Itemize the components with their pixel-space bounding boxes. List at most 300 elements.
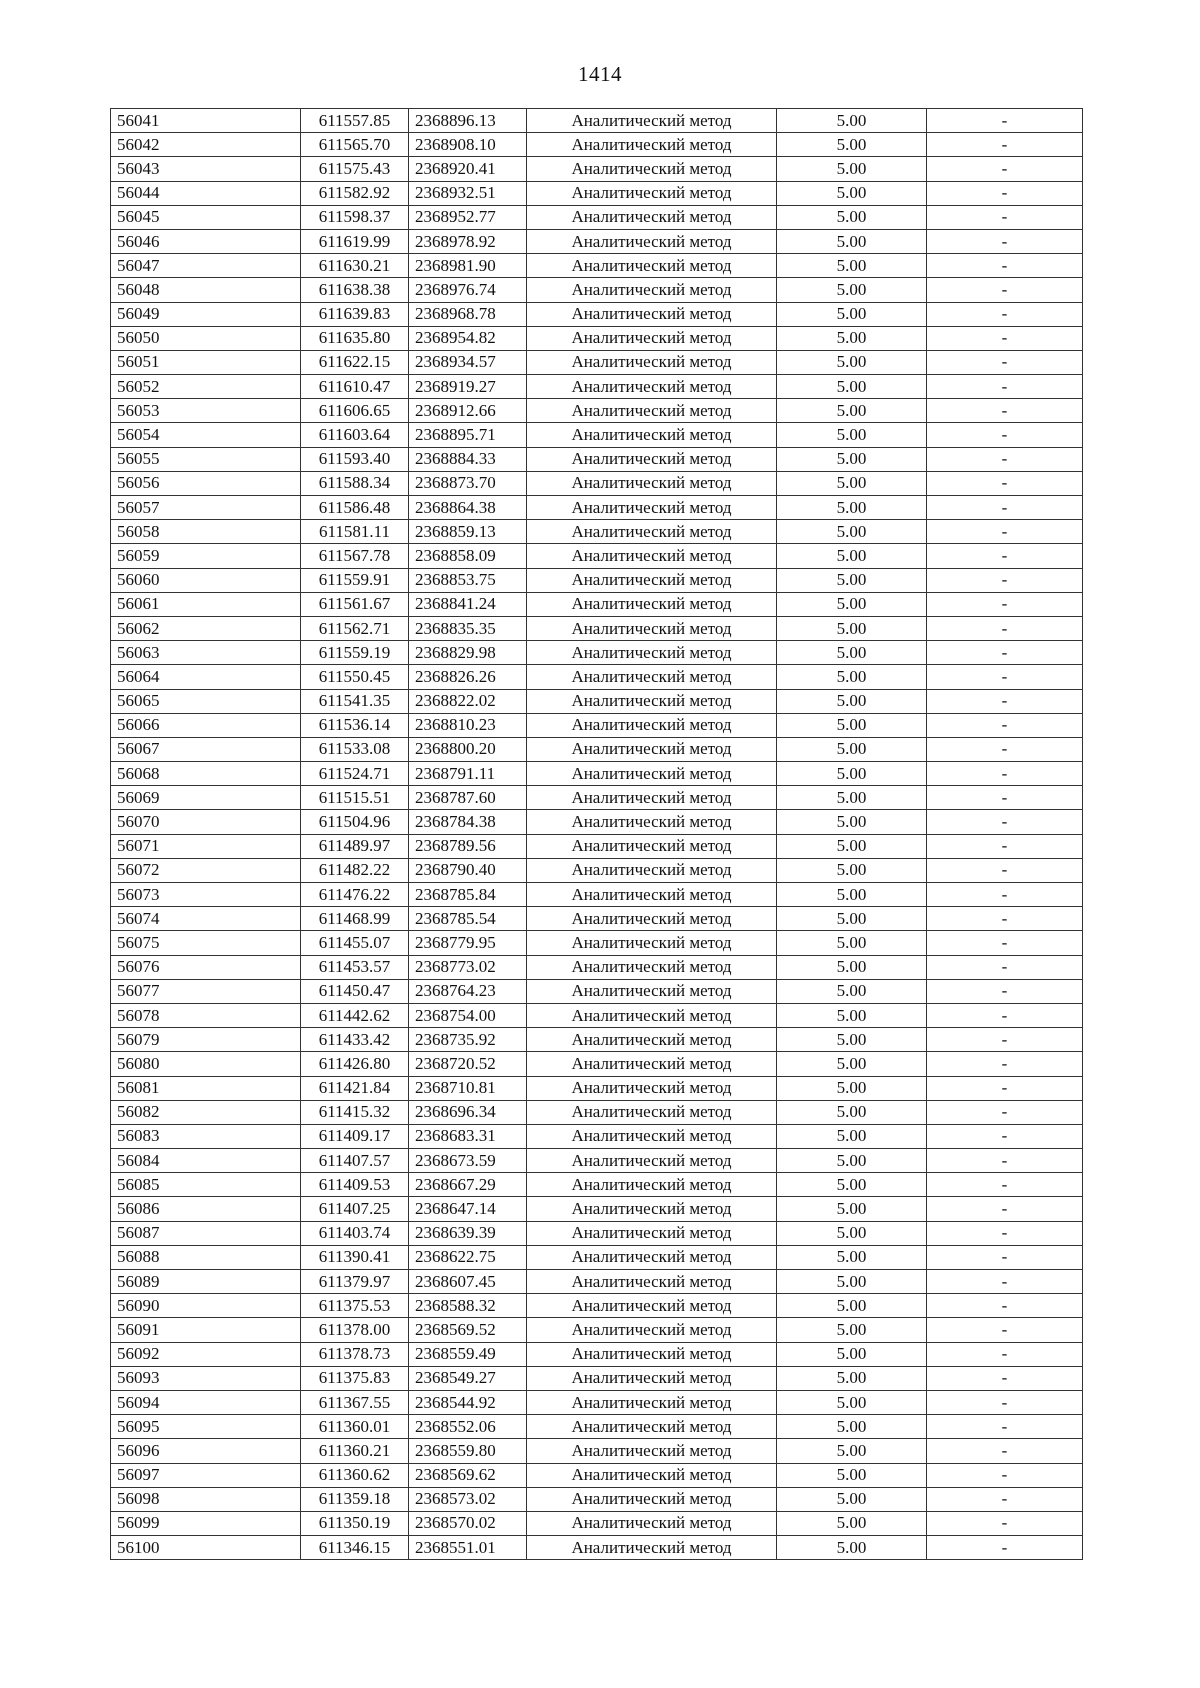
y-coordinate-cell: 2368588.32 <box>409 1294 527 1318</box>
y-coordinate-cell: 2368607.45 <box>409 1270 527 1294</box>
x-coordinate-cell: 611557.85 <box>301 109 409 133</box>
x-coordinate-cell: 611638.38 <box>301 278 409 302</box>
accuracy-cell: 5.00 <box>777 689 927 713</box>
table-row <box>111 399 1083 423</box>
method-cell: Аналитический метод <box>527 737 777 761</box>
y-coordinate-cell: 2368835.35 <box>409 616 527 640</box>
extra-cell: - <box>927 496 1083 520</box>
accuracy-cell: 5.00 <box>777 1415 927 1439</box>
y-coordinate-cell: 2368800.20 <box>409 737 527 761</box>
method-cell: Аналитический метод <box>527 229 777 253</box>
table-row <box>111 1076 1083 1100</box>
y-coordinate-cell: 2368639.39 <box>409 1221 527 1245</box>
point-number-cell: 56045 <box>111 205 301 229</box>
y-coordinate-cell: 2368810.23 <box>409 713 527 737</box>
y-coordinate-cell: 2368720.52 <box>409 1052 527 1076</box>
point-number-cell: 56060 <box>111 568 301 592</box>
method-cell: Аналитический метод <box>527 1052 777 1076</box>
x-coordinate-cell: 611415.32 <box>301 1100 409 1124</box>
method-cell: Аналитический метод <box>527 810 777 834</box>
table-row <box>111 133 1083 157</box>
method-cell: Аналитический метод <box>527 665 777 689</box>
y-coordinate-cell: 2368841.24 <box>409 592 527 616</box>
y-coordinate-cell: 2368570.02 <box>409 1511 527 1535</box>
table-row <box>111 1221 1083 1245</box>
table-row <box>111 326 1083 350</box>
extra-cell: - <box>927 1439 1083 1463</box>
y-coordinate-cell: 2368981.90 <box>409 254 527 278</box>
x-coordinate-cell: 611426.80 <box>301 1052 409 1076</box>
x-coordinate-cell: 611367.55 <box>301 1390 409 1414</box>
table-row <box>111 350 1083 374</box>
extra-cell: - <box>927 1536 1083 1560</box>
x-coordinate-cell: 611450.47 <box>301 979 409 1003</box>
x-coordinate-cell: 611359.18 <box>301 1487 409 1511</box>
method-cell: Аналитический метод <box>527 1415 777 1439</box>
x-coordinate-cell: 611541.35 <box>301 689 409 713</box>
point-number-cell: 56095 <box>111 1415 301 1439</box>
extra-cell: - <box>927 133 1083 157</box>
extra-cell: - <box>927 520 1083 544</box>
method-cell: Аналитический метод <box>527 1221 777 1245</box>
table-row <box>111 471 1083 495</box>
method-cell: Аналитический метод <box>527 641 777 665</box>
accuracy-cell: 5.00 <box>777 641 927 665</box>
method-cell: Аналитический метод <box>527 1390 777 1414</box>
y-coordinate-cell: 2368673.59 <box>409 1149 527 1173</box>
point-number-cell: 56072 <box>111 858 301 882</box>
method-cell: Аналитический метод <box>527 1463 777 1487</box>
y-coordinate-cell: 2368647.14 <box>409 1197 527 1221</box>
x-coordinate-cell: 611407.57 <box>301 1149 409 1173</box>
accuracy-cell: 5.00 <box>777 447 927 471</box>
table-row <box>111 447 1083 471</box>
method-cell: Аналитический метод <box>527 931 777 955</box>
table-row <box>111 278 1083 302</box>
point-number-cell: 56098 <box>111 1487 301 1511</box>
method-cell: Аналитический метод <box>527 786 777 810</box>
accuracy-cell: 5.00 <box>777 1536 927 1560</box>
extra-cell: - <box>927 907 1083 931</box>
x-coordinate-cell: 611375.83 <box>301 1366 409 1390</box>
point-number-cell: 56057 <box>111 496 301 520</box>
accuracy-cell: 5.00 <box>777 762 927 786</box>
extra-cell: - <box>927 1149 1083 1173</box>
accuracy-cell: 5.00 <box>777 544 927 568</box>
accuracy-cell: 5.00 <box>777 399 927 423</box>
table-row <box>111 883 1083 907</box>
accuracy-cell: 5.00 <box>777 1318 927 1342</box>
method-cell: Аналитический метод <box>527 278 777 302</box>
method-cell: Аналитический метод <box>527 1076 777 1100</box>
table-row <box>111 762 1083 786</box>
accuracy-cell: 5.00 <box>777 157 927 181</box>
point-number-cell: 56050 <box>111 326 301 350</box>
table-row <box>111 1270 1083 1294</box>
extra-cell: - <box>927 1052 1083 1076</box>
table-row <box>111 955 1083 979</box>
extra-cell: - <box>927 931 1083 955</box>
accuracy-cell: 5.00 <box>777 810 927 834</box>
accuracy-cell: 5.00 <box>777 1270 927 1294</box>
point-number-cell: 56059 <box>111 544 301 568</box>
extra-cell: - <box>927 399 1083 423</box>
method-cell: Аналитический метод <box>527 350 777 374</box>
table-row <box>111 810 1083 834</box>
y-coordinate-cell: 2368919.27 <box>409 375 527 399</box>
y-coordinate-cell: 2368779.95 <box>409 931 527 955</box>
x-coordinate-cell: 611630.21 <box>301 254 409 278</box>
table-row <box>111 1149 1083 1173</box>
x-coordinate-cell: 611619.99 <box>301 229 409 253</box>
method-cell: Аналитический метод <box>527 544 777 568</box>
accuracy-cell: 5.00 <box>777 133 927 157</box>
table-row <box>111 1124 1083 1148</box>
method-cell: Аналитический метод <box>527 326 777 350</box>
extra-cell: - <box>927 326 1083 350</box>
x-coordinate-cell: 611350.19 <box>301 1511 409 1535</box>
x-coordinate-cell: 611482.22 <box>301 858 409 882</box>
method-cell: Аналитический метод <box>527 1342 777 1366</box>
point-number-cell: 56091 <box>111 1318 301 1342</box>
x-coordinate-cell: 611375.53 <box>301 1294 409 1318</box>
point-number-cell: 56063 <box>111 641 301 665</box>
extra-cell: - <box>927 254 1083 278</box>
point-number-cell: 56056 <box>111 471 301 495</box>
y-coordinate-cell: 2368544.92 <box>409 1390 527 1414</box>
method-cell: Аналитический метод <box>527 133 777 157</box>
method-cell: Аналитический метод <box>527 1197 777 1221</box>
accuracy-cell: 5.00 <box>777 1028 927 1052</box>
x-coordinate-cell: 611561.67 <box>301 592 409 616</box>
table-row <box>111 1245 1083 1269</box>
accuracy-cell: 5.00 <box>777 1149 927 1173</box>
x-coordinate-cell: 611567.78 <box>301 544 409 568</box>
extra-cell: - <box>927 834 1083 858</box>
extra-cell: - <box>927 1100 1083 1124</box>
x-coordinate-cell: 611603.64 <box>301 423 409 447</box>
y-coordinate-cell: 2368791.11 <box>409 762 527 786</box>
extra-cell: - <box>927 858 1083 882</box>
x-coordinate-cell: 611390.41 <box>301 1245 409 1269</box>
method-cell: Аналитический метод <box>527 1439 777 1463</box>
extra-cell: - <box>927 1270 1083 1294</box>
y-coordinate-cell: 2368920.41 <box>409 157 527 181</box>
x-coordinate-cell: 611476.22 <box>301 883 409 907</box>
table-row <box>111 302 1083 326</box>
accuracy-cell: 5.00 <box>777 592 927 616</box>
point-number-cell: 56079 <box>111 1028 301 1052</box>
accuracy-cell: 5.00 <box>777 302 927 326</box>
y-coordinate-cell: 2368569.52 <box>409 1318 527 1342</box>
point-number-cell: 56085 <box>111 1173 301 1197</box>
extra-cell: - <box>927 375 1083 399</box>
table-row <box>111 157 1083 181</box>
y-coordinate-cell: 2368884.33 <box>409 447 527 471</box>
point-number-cell: 56090 <box>111 1294 301 1318</box>
accuracy-cell: 5.00 <box>777 278 927 302</box>
accuracy-cell: 5.00 <box>777 1390 927 1414</box>
table-row <box>111 496 1083 520</box>
y-coordinate-cell: 2368908.10 <box>409 133 527 157</box>
y-coordinate-cell: 2368787.60 <box>409 786 527 810</box>
x-coordinate-cell: 611635.80 <box>301 326 409 350</box>
accuracy-cell: 5.00 <box>777 1487 927 1511</box>
point-number-cell: 56069 <box>111 786 301 810</box>
x-coordinate-cell: 611559.91 <box>301 568 409 592</box>
point-number-cell: 56047 <box>111 254 301 278</box>
method-cell: Аналитический метод <box>527 1294 777 1318</box>
method-cell: Аналитический метод <box>527 496 777 520</box>
point-number-cell: 56053 <box>111 399 301 423</box>
accuracy-cell: 5.00 <box>777 1366 927 1390</box>
accuracy-cell: 5.00 <box>777 1124 927 1148</box>
point-number-cell: 56052 <box>111 375 301 399</box>
coordinates-table <box>110 108 1083 1560</box>
extra-cell: - <box>927 1197 1083 1221</box>
method-cell: Аналитический метод <box>527 399 777 423</box>
point-number-cell: 56041 <box>111 109 301 133</box>
extra-cell: - <box>927 423 1083 447</box>
y-coordinate-cell: 2368784.38 <box>409 810 527 834</box>
accuracy-cell: 5.00 <box>777 713 927 737</box>
method-cell: Аналитический метод <box>527 955 777 979</box>
table-row <box>111 1390 1083 1414</box>
table-row <box>111 834 1083 858</box>
y-coordinate-cell: 2368696.34 <box>409 1100 527 1124</box>
x-coordinate-cell: 611504.96 <box>301 810 409 834</box>
table-row <box>111 1028 1083 1052</box>
point-number-cell: 56066 <box>111 713 301 737</box>
extra-cell: - <box>927 883 1083 907</box>
y-coordinate-cell: 2368912.66 <box>409 399 527 423</box>
point-number-cell: 56088 <box>111 1245 301 1269</box>
y-coordinate-cell: 2368952.77 <box>409 205 527 229</box>
y-coordinate-cell: 2368822.02 <box>409 689 527 713</box>
method-cell: Аналитический метод <box>527 423 777 447</box>
accuracy-cell: 5.00 <box>777 737 927 761</box>
point-number-cell: 56065 <box>111 689 301 713</box>
method-cell: Аналитический метод <box>527 568 777 592</box>
method-cell: Аналитический метод <box>527 109 777 133</box>
y-coordinate-cell: 2368559.49 <box>409 1342 527 1366</box>
point-number-cell: 56049 <box>111 302 301 326</box>
table-row <box>111 544 1083 568</box>
table-row <box>111 907 1083 931</box>
table-row <box>111 1536 1083 1560</box>
method-cell: Аналитический метод <box>527 205 777 229</box>
x-coordinate-cell: 611378.73 <box>301 1342 409 1366</box>
method-cell: Аналитический метод <box>527 447 777 471</box>
method-cell: Аналитический метод <box>527 375 777 399</box>
method-cell: Аналитический метод <box>527 1245 777 1269</box>
extra-cell: - <box>927 447 1083 471</box>
method-cell: Аналитический метод <box>527 834 777 858</box>
y-coordinate-cell: 2368932.51 <box>409 181 527 205</box>
x-coordinate-cell: 611346.15 <box>301 1536 409 1560</box>
x-coordinate-cell: 611593.40 <box>301 447 409 471</box>
x-coordinate-cell: 611378.00 <box>301 1318 409 1342</box>
accuracy-cell: 5.00 <box>777 109 927 133</box>
point-number-cell: 56054 <box>111 423 301 447</box>
accuracy-cell: 5.00 <box>777 979 927 1003</box>
extra-cell: - <box>927 1415 1083 1439</box>
point-number-cell: 56048 <box>111 278 301 302</box>
method-cell: Аналитический метод <box>527 883 777 907</box>
accuracy-cell: 5.00 <box>777 423 927 447</box>
y-coordinate-cell: 2368552.06 <box>409 1415 527 1439</box>
y-coordinate-cell: 2368773.02 <box>409 955 527 979</box>
point-number-cell: 56061 <box>111 592 301 616</box>
accuracy-cell: 5.00 <box>777 665 927 689</box>
method-cell: Аналитический метод <box>527 1487 777 1511</box>
y-coordinate-cell: 2368978.92 <box>409 229 527 253</box>
point-number-cell: 56071 <box>111 834 301 858</box>
x-coordinate-cell: 611455.07 <box>301 931 409 955</box>
table-row <box>111 858 1083 882</box>
y-coordinate-cell: 2368559.80 <box>409 1439 527 1463</box>
method-cell: Аналитический метод <box>527 1366 777 1390</box>
table-row <box>111 1294 1083 1318</box>
extra-cell: - <box>927 979 1083 1003</box>
table-row <box>111 1197 1083 1221</box>
y-coordinate-cell: 2368896.13 <box>409 109 527 133</box>
point-number-cell: 56076 <box>111 955 301 979</box>
accuracy-cell: 5.00 <box>777 181 927 205</box>
accuracy-cell: 5.00 <box>777 520 927 544</box>
extra-cell: - <box>927 1463 1083 1487</box>
extra-cell: - <box>927 1390 1083 1414</box>
point-number-cell: 56064 <box>111 665 301 689</box>
table-row <box>111 1511 1083 1535</box>
y-coordinate-cell: 2368826.26 <box>409 665 527 689</box>
point-number-cell: 56099 <box>111 1511 301 1535</box>
y-coordinate-cell: 2368573.02 <box>409 1487 527 1511</box>
table-row <box>111 689 1083 713</box>
accuracy-cell: 5.00 <box>777 786 927 810</box>
point-number-cell: 56087 <box>111 1221 301 1245</box>
extra-cell: - <box>927 762 1083 786</box>
accuracy-cell: 5.00 <box>777 1076 927 1100</box>
method-cell: Аналитический метод <box>527 592 777 616</box>
extra-cell: - <box>927 1028 1083 1052</box>
extra-cell: - <box>927 1318 1083 1342</box>
extra-cell: - <box>927 109 1083 133</box>
table-row <box>111 1439 1083 1463</box>
x-coordinate-cell: 611598.37 <box>301 205 409 229</box>
x-coordinate-cell: 611581.11 <box>301 520 409 544</box>
x-coordinate-cell: 611565.70 <box>301 133 409 157</box>
method-cell: Аналитический метод <box>527 1003 777 1027</box>
x-coordinate-cell: 611582.92 <box>301 181 409 205</box>
table-row <box>111 1463 1083 1487</box>
x-coordinate-cell: 611606.65 <box>301 399 409 423</box>
extra-cell: - <box>927 278 1083 302</box>
method-cell: Аналитический метод <box>527 616 777 640</box>
x-coordinate-cell: 611409.53 <box>301 1173 409 1197</box>
extra-cell: - <box>927 1487 1083 1511</box>
y-coordinate-cell: 2368785.84 <box>409 883 527 907</box>
extra-cell: - <box>927 955 1083 979</box>
accuracy-cell: 5.00 <box>777 350 927 374</box>
x-coordinate-cell: 611453.57 <box>301 955 409 979</box>
accuracy-cell: 5.00 <box>777 326 927 350</box>
extra-cell: - <box>927 181 1083 205</box>
table-row <box>111 1003 1083 1027</box>
accuracy-cell: 5.00 <box>777 1511 927 1535</box>
method-cell: Аналитический метод <box>527 762 777 786</box>
table-row <box>111 520 1083 544</box>
method-cell: Аналитический метод <box>527 979 777 1003</box>
x-coordinate-cell: 611524.71 <box>301 762 409 786</box>
extra-cell: - <box>927 1076 1083 1100</box>
x-coordinate-cell: 611433.42 <box>301 1028 409 1052</box>
y-coordinate-cell: 2368754.00 <box>409 1003 527 1027</box>
x-coordinate-cell: 611588.34 <box>301 471 409 495</box>
y-coordinate-cell: 2368764.23 <box>409 979 527 1003</box>
point-number-cell: 56094 <box>111 1390 301 1414</box>
accuracy-cell: 5.00 <box>777 568 927 592</box>
method-cell: Аналитический метод <box>527 254 777 278</box>
method-cell: Аналитический метод <box>527 1149 777 1173</box>
point-number-cell: 56083 <box>111 1124 301 1148</box>
point-number-cell: 56044 <box>111 181 301 205</box>
table-row <box>111 1487 1083 1511</box>
point-number-cell: 56046 <box>111 229 301 253</box>
x-coordinate-cell: 611407.25 <box>301 1197 409 1221</box>
extra-cell: - <box>927 568 1083 592</box>
method-cell: Аналитический метод <box>527 1270 777 1294</box>
y-coordinate-cell: 2368569.62 <box>409 1463 527 1487</box>
method-cell: Аналитический метод <box>527 1100 777 1124</box>
point-number-cell: 56096 <box>111 1439 301 1463</box>
x-coordinate-cell: 611586.48 <box>301 496 409 520</box>
point-number-cell: 56068 <box>111 762 301 786</box>
x-coordinate-cell: 611360.62 <box>301 1463 409 1487</box>
x-coordinate-cell: 611610.47 <box>301 375 409 399</box>
accuracy-cell: 5.00 <box>777 883 927 907</box>
point-number-cell: 56043 <box>111 157 301 181</box>
table-row <box>111 229 1083 253</box>
table-row <box>111 1415 1083 1439</box>
method-cell: Аналитический метод <box>527 713 777 737</box>
table-row <box>111 1173 1083 1197</box>
extra-cell: - <box>927 302 1083 326</box>
method-cell: Аналитический метод <box>527 1536 777 1560</box>
extra-cell: - <box>927 1124 1083 1148</box>
point-number-cell: 56092 <box>111 1342 301 1366</box>
accuracy-cell: 5.00 <box>777 834 927 858</box>
extra-cell: - <box>927 1003 1083 1027</box>
coordinates-table-body <box>111 109 1083 1560</box>
x-coordinate-cell: 611575.43 <box>301 157 409 181</box>
table-row <box>111 1342 1083 1366</box>
table-row <box>111 1366 1083 1390</box>
x-coordinate-cell: 611379.97 <box>301 1270 409 1294</box>
extra-cell: - <box>927 592 1083 616</box>
table-row <box>111 616 1083 640</box>
accuracy-cell: 5.00 <box>777 375 927 399</box>
point-number-cell: 56078 <box>111 1003 301 1027</box>
x-coordinate-cell: 611409.17 <box>301 1124 409 1148</box>
accuracy-cell: 5.00 <box>777 955 927 979</box>
accuracy-cell: 5.00 <box>777 496 927 520</box>
method-cell: Аналитический метод <box>527 181 777 205</box>
x-coordinate-cell: 611562.71 <box>301 616 409 640</box>
accuracy-cell: 5.00 <box>777 1197 927 1221</box>
extra-cell: - <box>927 1511 1083 1535</box>
extra-cell: - <box>927 1342 1083 1366</box>
